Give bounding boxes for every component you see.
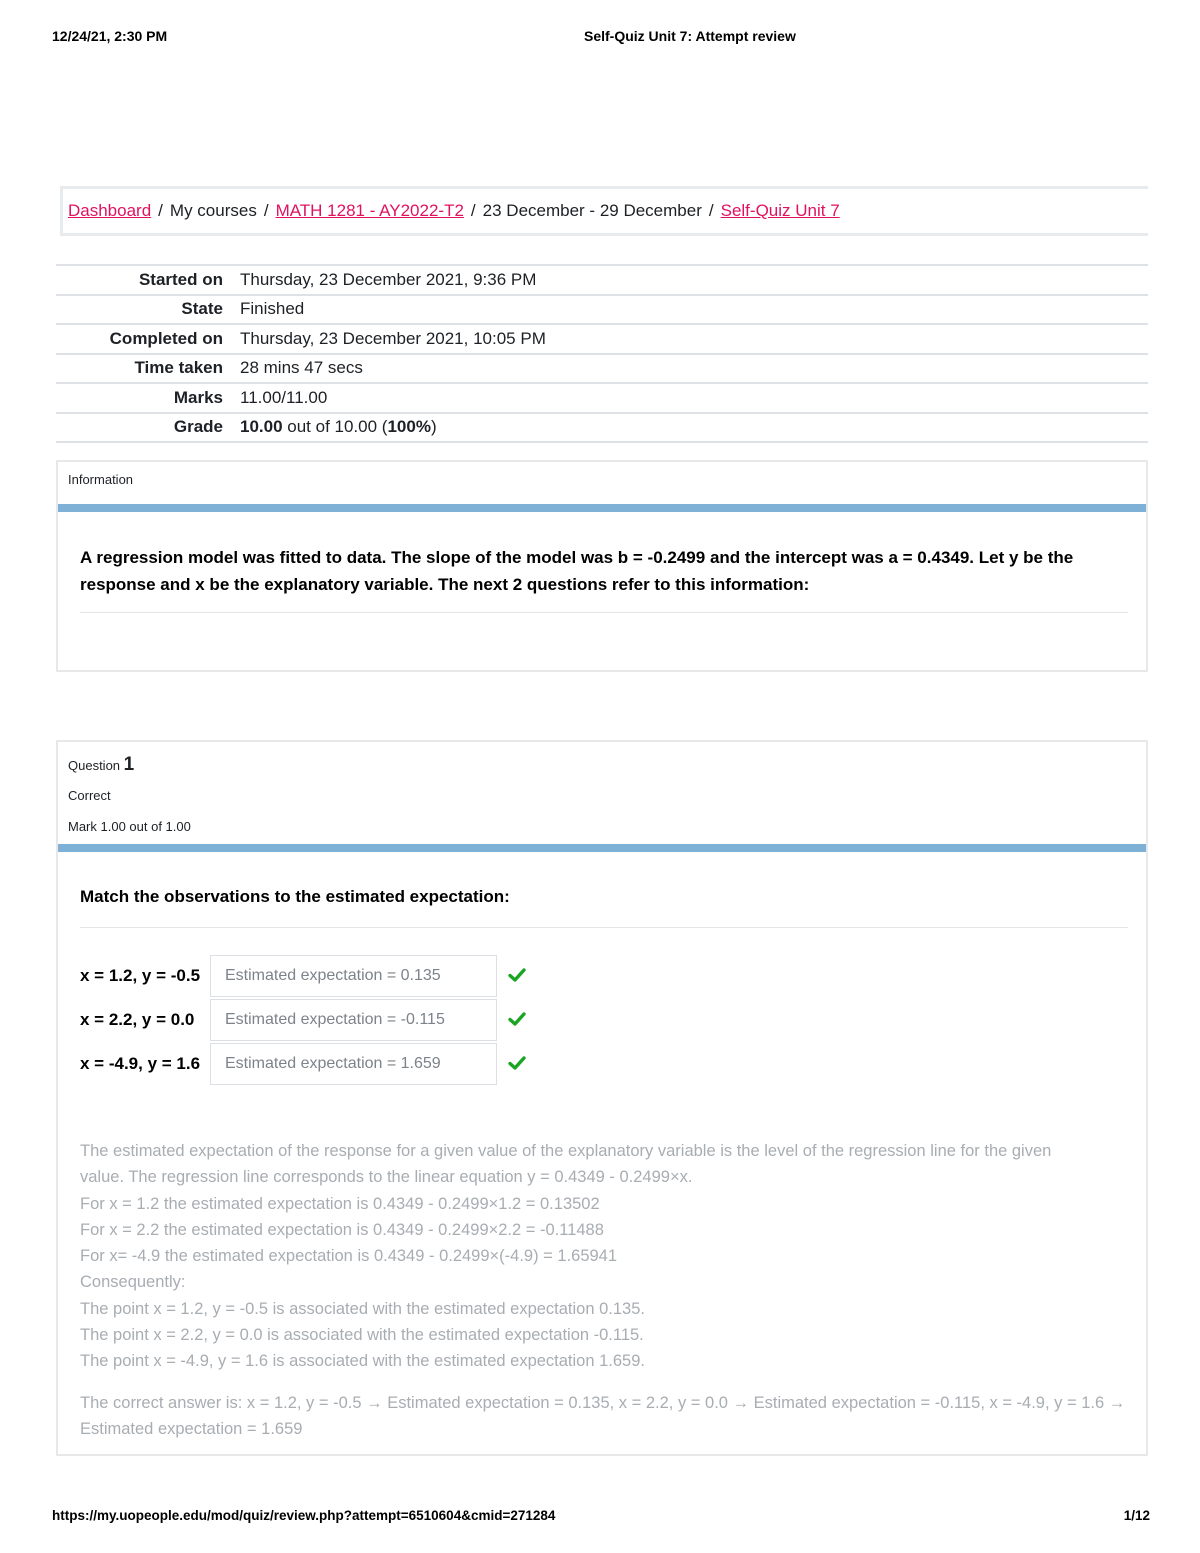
summary-row-state	[56, 295, 1148, 325]
question-mark: Mark 1.00 out of 1.00	[68, 819, 191, 834]
question-number	[68, 754, 134, 776]
print-url: https://my.uopeople.edu/mod/quiz/review.php?attempt=6510604&cmid=271284	[52, 1508, 556, 1523]
match-select[interactable]: Estimated expectation = 0.135	[210, 955, 497, 997]
print-footer	[52, 1508, 1150, 1528]
information-divider-bar	[58, 504, 1146, 512]
print-page-title: Self-Quiz Unit 7: Attempt review	[584, 28, 796, 44]
feedback-line: For x= -4.9 the estimated expectation is 0.4349 - 0.2499×(-4.9) = 1.65941	[80, 1247, 618, 1266]
breadcrumb-my-courses: My courses	[169, 201, 257, 220]
grade-percent: 100%	[387, 417, 431, 437]
information-separator	[80, 612, 1128, 613]
information-label: Information	[68, 472, 134, 487]
summary-value: Finished	[240, 295, 1148, 325]
question-divider-bar	[58, 844, 1146, 852]
feedback-line: The point x = -4.9, y = 1.6 is associated with the estimated expectation 1.659.	[80, 1352, 645, 1371]
breadcrumb	[60, 186, 1148, 236]
feedback-line: value. The regression line corresponds to the linear equation y = 0.4349 - 0.2499×x.	[80, 1168, 693, 1187]
information-text: A regression model was fitted to data. The slope of the model was b = -0.2499 and the intercept was a = 0.4349. Let y be the response and x be the explanatory variable. The next 2 questions refer to this information:	[80, 548, 1074, 594]
question-text: Match the observations to the estimated expectation:	[80, 887, 510, 906]
check-icon	[508, 1010, 526, 1028]
match-select[interactable]: Estimated expectation = 1.659	[210, 1043, 497, 1085]
feedback-line: The estimated expectation of the response for a given value of the explanatory variable is the level of the regression line for the given	[80, 1142, 1052, 1160]
summary-label: Completed on	[56, 324, 240, 354]
attempt-summary-table	[56, 264, 1148, 443]
question-number-value: 1	[123, 754, 135, 775]
question-panel	[56, 740, 1148, 1456]
summary-value: 11.00/11.00	[240, 383, 1148, 413]
summary-value: Thursday, 23 December 2021, 9:36 PM	[240, 265, 1148, 295]
summary-row-started	[56, 265, 1148, 295]
grade-out-of: out of 10.00 (	[282, 417, 388, 437]
print-header	[52, 28, 1150, 48]
summary-label: Time taken	[56, 354, 240, 384]
print-page-number: 1/12	[1123, 1508, 1150, 1523]
check-icon	[508, 1054, 526, 1072]
grade-score: 10.00	[240, 417, 283, 437]
breadcrumb-quiz-link[interactable]: Self-Quiz Unit 7	[720, 201, 840, 220]
feedback-line: For x = 2.2 the estimated expectation is 0.4349 - 0.2499×2.2 = -0.11488	[80, 1220, 604, 1239]
summary-value	[240, 413, 1148, 443]
print-date: 12/24/21, 2:30 PM	[52, 28, 168, 44]
breadcrumb-separator: /	[470, 201, 476, 220]
match-observation: x = 2.2, y = 0.0	[80, 1010, 195, 1029]
match-observation: x = -4.9, y = 1.6	[80, 1054, 201, 1073]
summary-row-marks	[56, 383, 1148, 413]
summary-row-time-taken	[56, 354, 1148, 384]
summary-label: Started on	[56, 265, 240, 295]
check-icon	[508, 966, 526, 984]
breadcrumb-separator: /	[158, 201, 163, 220]
question-state: Correct	[68, 788, 111, 803]
match-observation: x = 1.2, y = -0.5	[80, 966, 201, 985]
breadcrumb-course-link[interactable]: MATH 1281 - AY2022-T2	[275, 201, 464, 220]
summary-row-grade	[56, 413, 1148, 443]
feedback-line: Consequently:	[80, 1273, 186, 1292]
match-select[interactable]: Estimated expectation = -0.115	[210, 999, 497, 1041]
information-panel	[56, 460, 1148, 672]
summary-label: Grade	[56, 413, 240, 443]
general-feedback	[80, 1138, 1130, 1375]
breadcrumb-week: 23 December - 29 December	[482, 201, 702, 220]
feedback-line: The point x = 1.2, y = -0.5 is associated with the estimated expectation 0.135.	[80, 1299, 645, 1318]
breadcrumb-dashboard-link[interactable]: Dashboard	[68, 201, 152, 220]
summary-row-completed	[56, 324, 1148, 354]
summary-label: Marks	[56, 383, 240, 413]
feedback-line: The point x = 2.2, y = 0.0 is associated with the estimated expectation -0.115.	[80, 1326, 644, 1345]
summary-value: 28 mins 47 secs	[240, 354, 1148, 384]
breadcrumb-separator: /	[263, 201, 269, 220]
question-separator	[80, 927, 1128, 928]
summary-value: Thursday, 23 December 2021, 10:05 PM	[240, 324, 1148, 354]
summary-label: State	[56, 295, 240, 325]
right-answer: The correct answer is: x = 1.2, y = -0.5 → Estimated expectation = 0.135, x = 2.2, y = 0.0 → Estimated expectation = -0.115, x = -4.9, y = 1.6 → Estimated expectation = 1.659	[80, 1394, 1126, 1439]
question-label: Question	[68, 758, 121, 773]
breadcrumb-separator: /	[708, 201, 714, 220]
feedback-line: For x = 1.2 the estimated expectation is 0.4349 - 0.2499×1.2 = 0.13502	[80, 1194, 600, 1213]
grade-close: )	[430, 417, 437, 437]
